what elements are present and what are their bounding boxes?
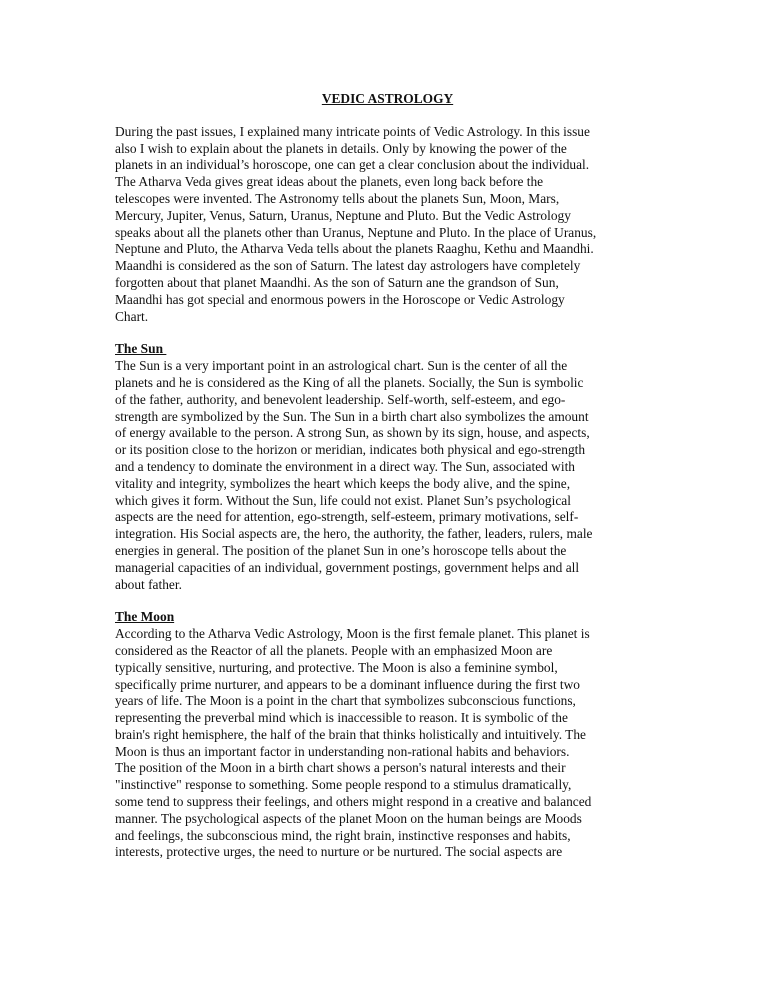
sun-line: of the father, authority, and benevolent leadership. Self-worth, self-esteem, and ego- (115, 391, 566, 407)
moon-line: and feelings, the subconscious mind, the right brain, instinctive responses and habits, (115, 827, 571, 843)
sun-heading: The Sun (115, 341, 167, 357)
sun-paragraph (115, 358, 660, 593)
moon-line: considered as the Reactor of all the planets. People with an emphasized Moon are (115, 642, 553, 658)
intro-line: Mercury, Jupiter, Venus, Saturn, Uranus, Neptune and Pluto. But the Vedic Astrology (115, 207, 571, 223)
sun-section (115, 341, 660, 593)
intro-line: also I wish to explain about the planets in details. Only by knowing the power of the (115, 140, 567, 156)
document-title: VEDIC ASTROLOGY (321, 91, 454, 106)
moon-line: years of life. The Moon is a point in the chart that symbolizes subconscious functions, (115, 693, 576, 709)
moon-line: specifically prime nurturer, and appears to be a dominant influence during the first two (115, 676, 581, 692)
moon-paragraph (115, 626, 660, 861)
intro-line: Neptune and Pluto, the Atharva Veda tells about the planets Raaghu, Kethu and Maandhi. (115, 241, 594, 257)
sun-line: or its position close to the horizon or meridian, indicates both physical and ego-strength (115, 442, 586, 458)
intro-line: speaks about all the planets other than Uranus, Neptune and Pluto. In the place of Uranus, (115, 224, 597, 240)
sun-line: aspects are the need for attention, ego-strength, self-esteem, primary motivations, self- (115, 509, 579, 525)
sun-line: which gives it form. Without the Sun, life could not exist. Planet Sun’s psychological (115, 492, 571, 508)
moon-line: "instinctive" response to something. Some people respond to a stimulus dramatically, (115, 777, 572, 793)
intro-paragraph (115, 124, 660, 326)
moon-line: According to the Atharva Vedic Astrology, Moon is the first female planet. This planet is (115, 626, 590, 642)
moon-heading: The Moon (115, 609, 175, 625)
moon-line: representing the preverbal mind which is inaccessible to reason. It is symbolic of the (115, 710, 568, 726)
sun-line: and a tendency to dominate the environment in a direct way. The Sun, associated with (115, 458, 575, 474)
sun-line: planets and he is considered as the King of all the planets. Socially, the Sun is symbolic (115, 374, 584, 390)
sun-line: energies in general. The position of the planet Sun in one’s horoscope tells about the (115, 542, 567, 558)
moon-line: interests, protective urges, the need to nurture or be nurtured. The social aspects are (115, 844, 563, 860)
intro-line: Chart. (115, 308, 149, 324)
moon-section (115, 609, 660, 861)
sun-line: The Sun is a very important point in an astrological chart. Sun is the center of all the (115, 358, 568, 374)
intro-line: Maandhi is considered as the son of Saturn. The latest day astrologers have completely (115, 258, 581, 274)
sun-line: integration. His Social aspects are, the hero, the authority, the father, leaders, rulers, male (115, 526, 593, 542)
sun-line: vitality and integrity, symbolizes the heart which keeps the body alive, and the spine, (115, 475, 571, 491)
intro-line: Maandhi has got special and enormous powers in the Horoscope or Vedic Astrology (115, 291, 565, 307)
moon-line: typically sensitive, nurturing, and protective. The Moon is also a feminine symbol, (115, 659, 558, 675)
intro-line: During the past issues, I explained many intricate points of Vedic Astrology. In this issue (115, 123, 590, 139)
sun-line: about father. (115, 576, 182, 592)
sun-line: strength are symbolized by the Sun. The Sun in a birth chart also symbolizes the amount (115, 408, 589, 424)
sun-line: of energy available to the person. A strong Sun, as shown by its sign, house, and aspects, (115, 425, 590, 441)
intro-line: planets in an individual’s horoscope, one can get a clear conclusion about the individual. (115, 157, 590, 173)
moon-line: brain's right hemisphere, the half of the brain that thinks holistically and intuitively. The (115, 726, 586, 742)
sun-line: managerial capacities of an individual, government postings, government helps and all (115, 559, 580, 575)
moon-line: The position of the Moon in a birth chart shows a person's natural interests and their (115, 760, 566, 776)
document-page (115, 91, 660, 861)
intro-line: forgotten about that planet Maandhi. As the son of Saturn ane the grandson of Sun, (115, 274, 559, 290)
moon-line: manner. The psychological aspects of the planet Moon on the human beings are Moods (115, 810, 582, 826)
moon-line: some tend to suppress their feelings, and others might respond in a creative and balanced (115, 794, 592, 810)
intro-line: The Atharva Veda gives great ideas about the planets, even long back before the (115, 174, 544, 190)
intro-line: telescopes were invented. The Astronomy tells about the planets Sun, Moon, Mars, (115, 190, 560, 206)
moon-line: Moon is thus an important factor in understanding non-rational habits and behaviors. (115, 743, 570, 759)
